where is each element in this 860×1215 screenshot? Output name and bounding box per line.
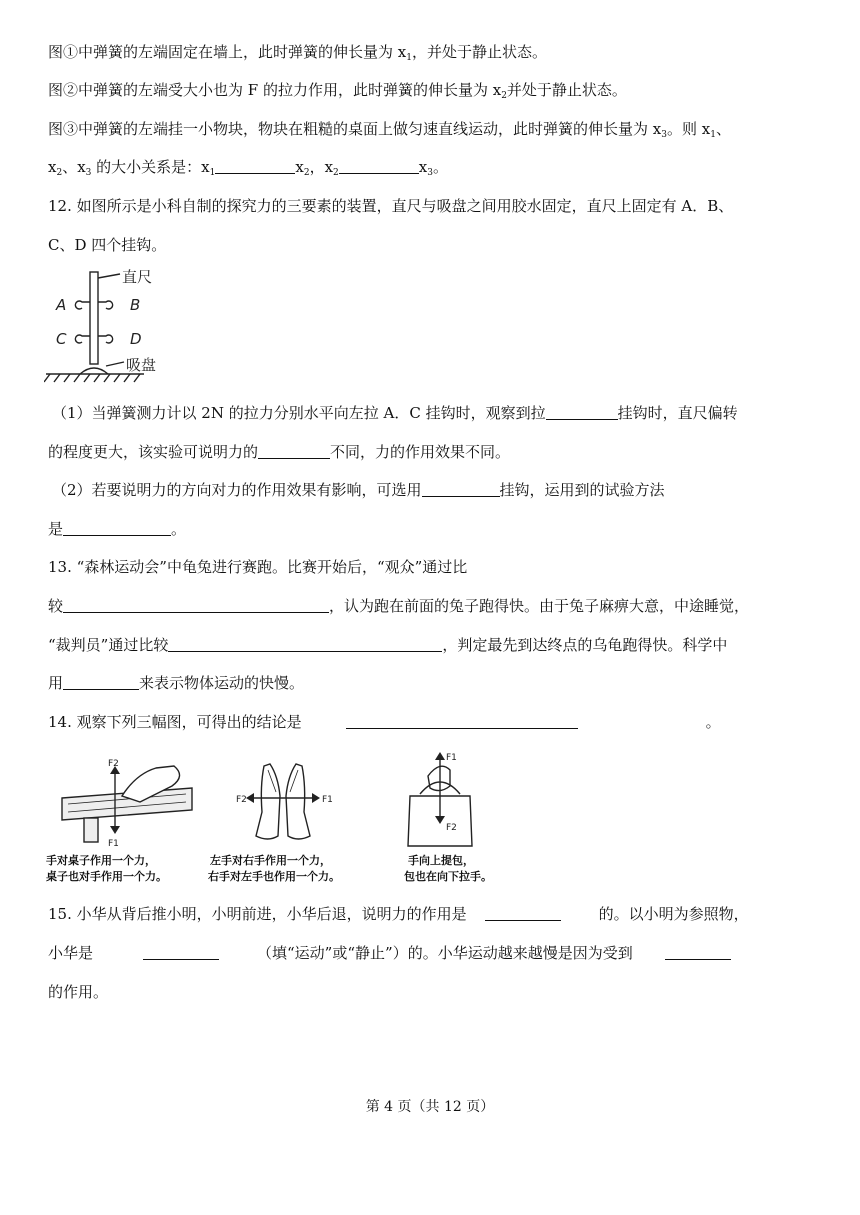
figure-caption: 桌子也对手作用一个力。 (46, 870, 167, 883)
q15-line3: 的作用。 (48, 983, 109, 1001)
hand-bag-figure (388, 750, 508, 882)
q12-stem-cont: C、D 四个挂钩。 (48, 236, 167, 254)
q12-part2-cont: 是 。 (48, 520, 187, 538)
q13-line3: “裁判员”通过比较 ，判定最先到达终点的乌龟跑得快。科学中 (48, 636, 728, 654)
q15-line2: 小华是 （填“运动”或“静止”）的。小华运动越来越慢是因为受到 (48, 943, 731, 963)
q12-part2: （2）若要说明力的方向对力的作用效果有影响，可选用 挂钩，运用到的试验方法 (52, 481, 665, 499)
force-label-f2: F2 (108, 759, 119, 769)
hook-label-c: C (56, 330, 67, 348)
q11-line3: 图③中弹簧的左端挂一小物块，物块在粗糙的桌面上做匀速直线运动，此时弹簧的伸长量为 $x_3$。则 $x_1$、 (48, 120, 731, 140)
q13-line4: 用 来表示物体运动的快慢。 (48, 674, 305, 692)
answer-blank[interactable] (215, 157, 295, 174)
answer-blank[interactable] (63, 673, 139, 690)
q11-line4: $x_2$、$x_3$ 的大小关系是：$x_1$ $x_2$，$x_2$ $x_3$。 (48, 158, 448, 178)
force-label-f2: F2 (236, 795, 247, 805)
figure-caption: 包也在向下拉手。 (404, 870, 492, 882)
answer-blank[interactable] (422, 480, 500, 497)
page-footer: 第 4 页（共 12 页） (365, 1099, 495, 1115)
figure-caption: 手对桌子作用一个力， (46, 854, 156, 867)
q11-line1: 图①中弹簧的左端固定在墙上，此时弹簧的伸长量为 $x_1$，并处于静止状态。 (48, 43, 547, 63)
answer-blank[interactable] (143, 943, 219, 960)
hook-label-d: D (130, 330, 142, 348)
answer-blank[interactable] (258, 442, 330, 459)
hook-label-b: B (130, 296, 141, 314)
answer-blank[interactable] (63, 596, 329, 613)
ruler-hook-figure (44, 266, 174, 388)
force-label-f1: F1 (446, 753, 457, 763)
force-label-f1: F1 (108, 839, 119, 849)
q13-line2: 较 ，认为跑在前面的兔子跑得快。由于兔子麻痹大意，中途睡觉， (48, 597, 750, 615)
q11-line2: 图②中弹簧的左端受大小也为 F 的拉力作用，此时弹簧的伸长量为 $x_2$并处于静止状态。 (48, 81, 627, 101)
figure-caption: 手向上提包， (408, 854, 474, 867)
answer-blank[interactable] (546, 403, 618, 420)
sucker-label: 吸盘 (126, 356, 157, 374)
hand-table-figure (44, 758, 204, 886)
two-hands-figure (206, 756, 362, 886)
answer-blank[interactable] (346, 712, 578, 729)
answer-blank[interactable] (63, 519, 171, 536)
answer-blank[interactable] (168, 635, 442, 652)
q12-part1: （1）当弹簧测力计以 2N 的拉力分别水平向左拉 A．C 挂钩时，观察到拉 挂钩时，直尺偏转 (52, 404, 738, 422)
answer-blank[interactable] (485, 904, 561, 921)
force-label-f2: F2 (446, 823, 457, 833)
q12-stem: 12. 如图所示是小科自制的探究力的三要素的装置，直尺与吸盘之间用胶水固定，直尺上固定有 A．B、 (48, 197, 734, 215)
q14-stem: 14. 观察下列三幅图，可得出的结论是 。 (48, 713, 721, 731)
answer-blank[interactable] (665, 943, 731, 960)
ruler-label: 直尺 (122, 268, 153, 286)
figure-caption: 左手对右手作用一个力， (210, 854, 331, 867)
answer-blank[interactable] (339, 157, 419, 174)
q12-part1-cont: 的程度更大，该实验可说明力的 不同，力的作用效果不同。 (48, 443, 511, 461)
force-label-f1: F1 (322, 795, 333, 805)
q13-stem: 13. “森林运动会”中龟兔进行赛跑。比赛开始后，“观众”通过比 (48, 558, 468, 576)
hook-label-a: A (56, 296, 67, 314)
figure-caption: 右手对左手也作用一个力。 (208, 870, 340, 883)
q15-stem: 15. 小华从背后推小明，小明前进，小华后退，说明力的作用是 的。以小明为参照物， (48, 905, 749, 923)
